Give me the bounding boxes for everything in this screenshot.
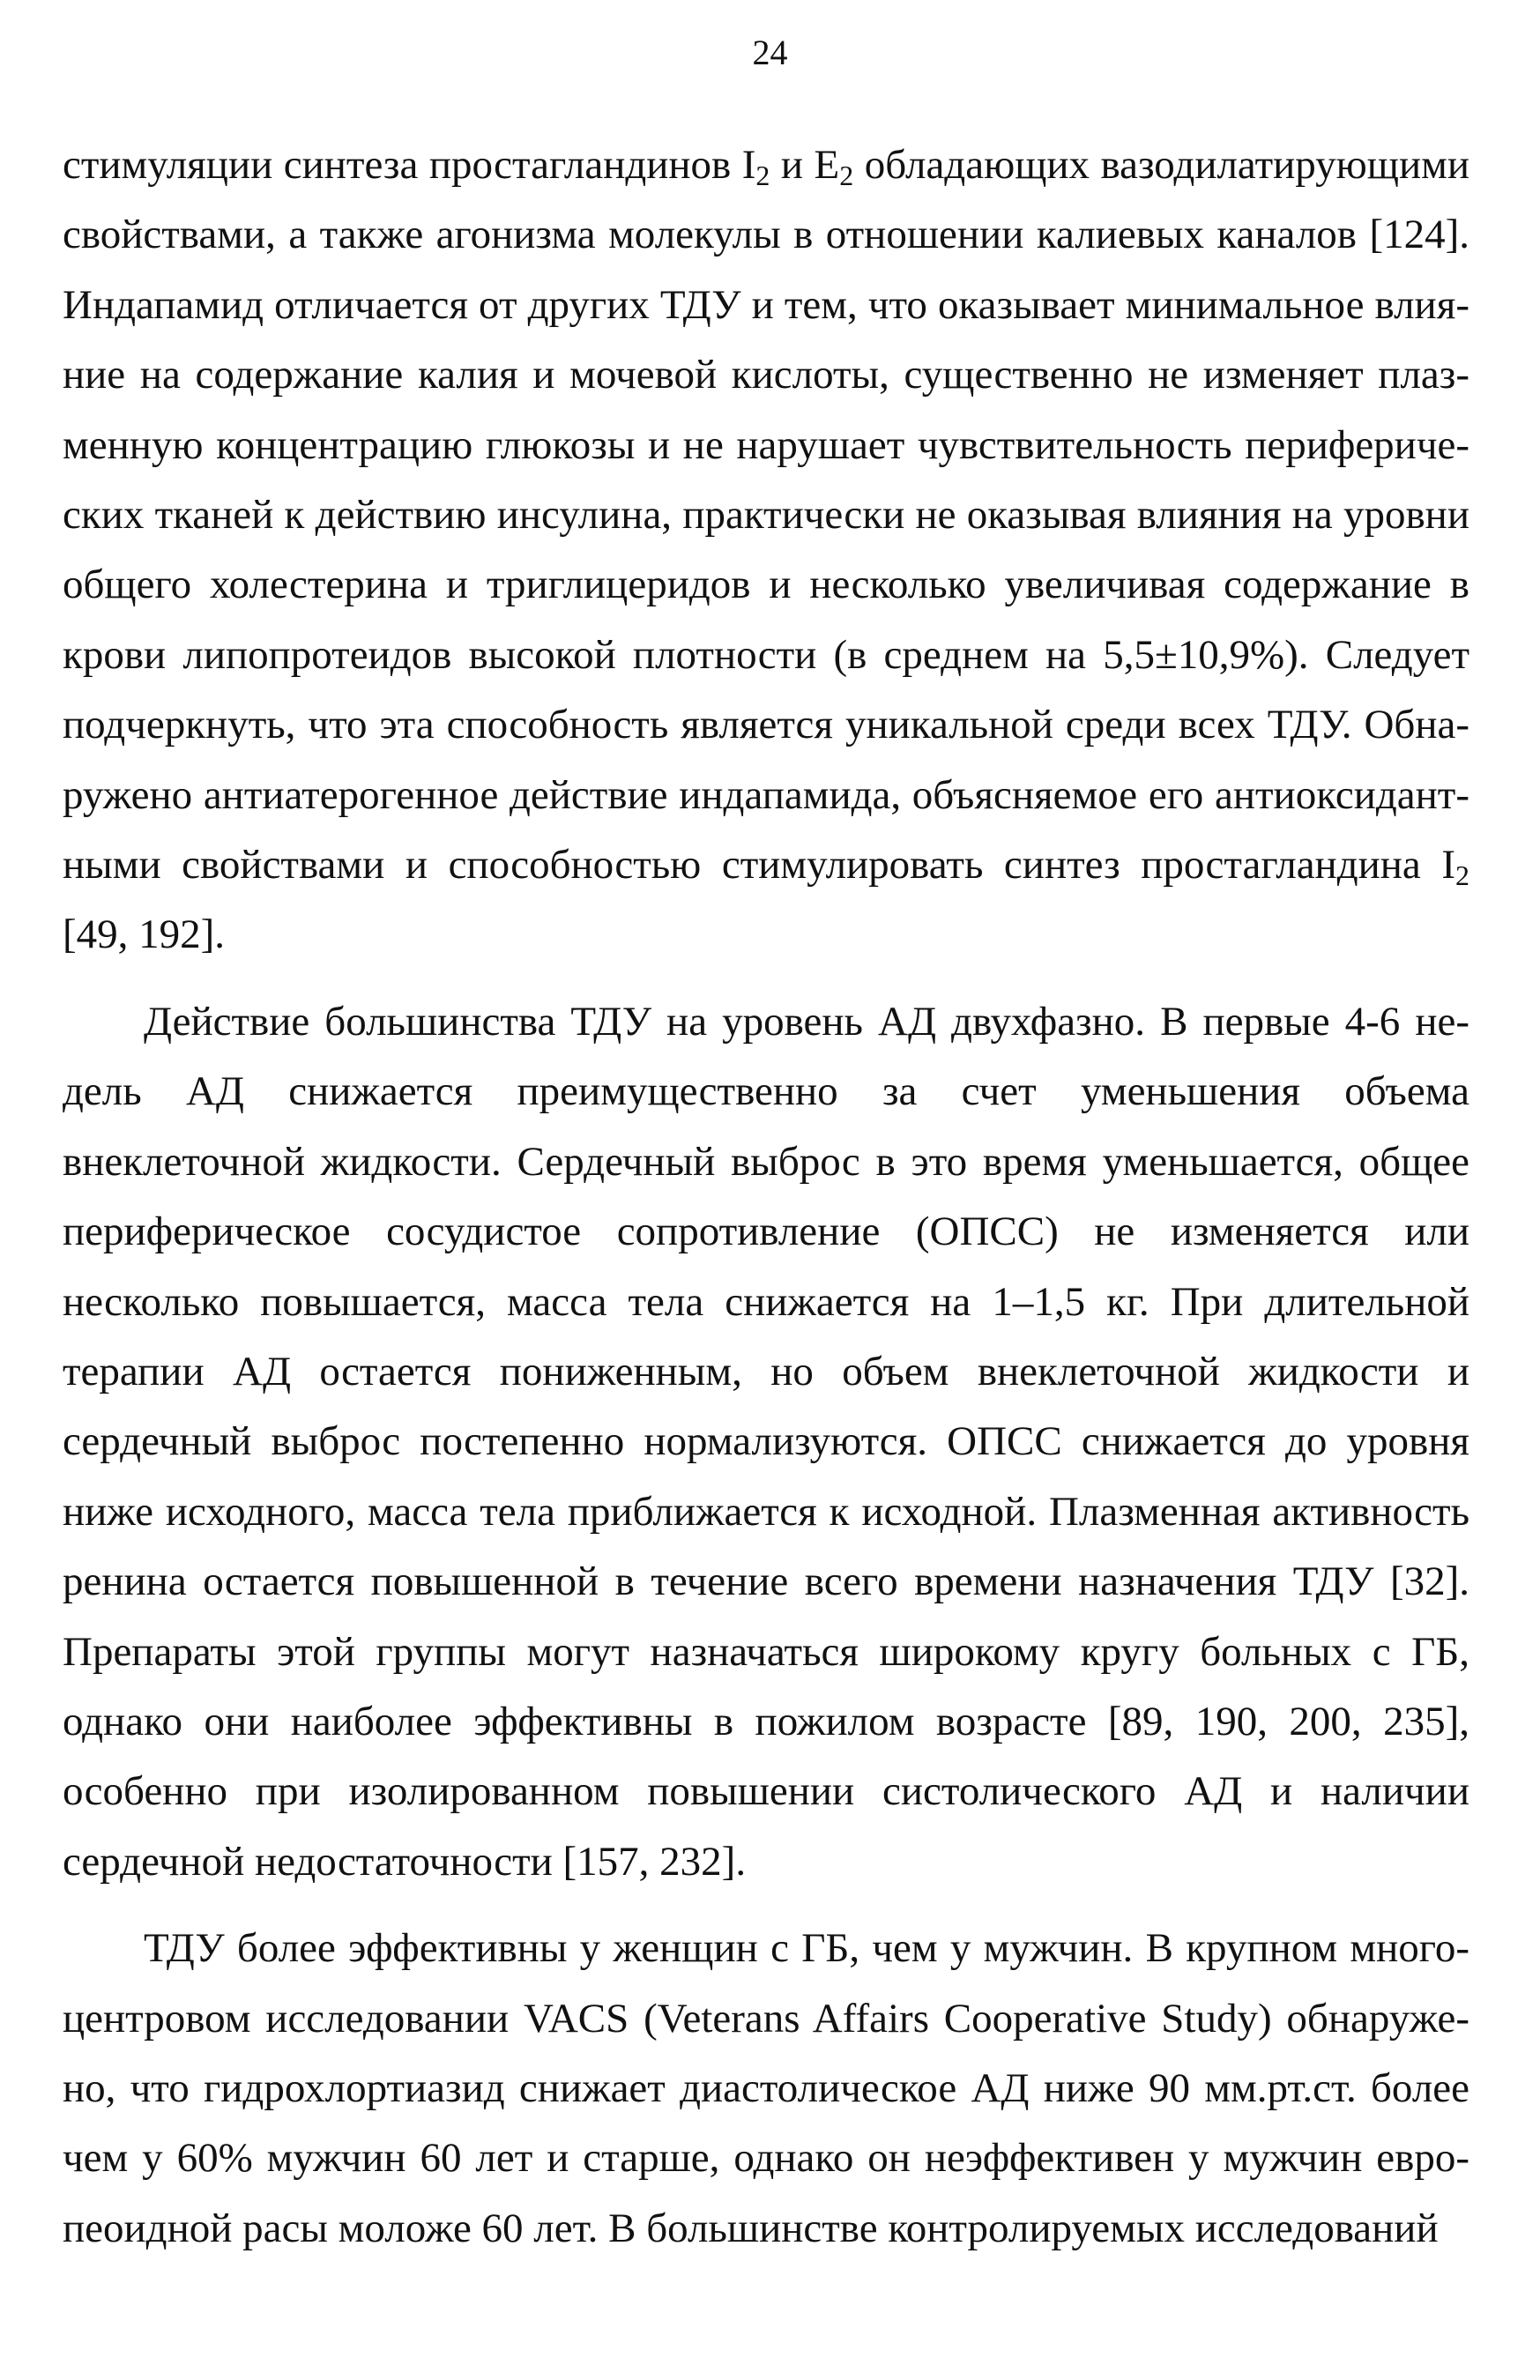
paragraph-text: ТДУ более эффективны у женщин с ГБ, чем у мужчин. В крупном многоцентровом исследовании VACS (Veterans Affairs Cooperative Study) обнаружено, что гидрохлортиазид снижает диастолическое АД ниже 90 мм.рт.ст. более чем у 60% мужчин 60 лет и старше, однако он неэффективен у мужчин европеоидной расы моложе 60 лет. В большинстве контролируемых исследований bbox=[63, 1925, 1469, 2251]
paragraph-text: обладающих вазодилатирующими свойствами, а также агонизма молекулы в отношении калиевых каналов [124]. Индапамид отличается от других ТДУ и тем, что оказывает минимальное влияние на содержание калия и мочевой кислоты, существенно не изменяет плазменную концентрацию глюкозы и не нарушает чувствительность периферических тканей к действию инсулина, практически не оказывая влияния на уровни общего холестерина и триглицеридов и несколько увеличивая содержание в крови липопротеидов высокой плотности (в среднем на 5,5±10,9%). Следует подчеркнуть, что эта способность является уникальной среди всех ТДУ. Обнаружено антиатерогенное действие индапамида, объясняемое его антиоксидантными свойствами и способностью стимулировать синтез простагландина I bbox=[63, 142, 1469, 889]
paragraph-1 bbox=[63, 130, 1469, 971]
paragraph-text: [49, 192]. bbox=[63, 911, 226, 958]
paragraph-text: и E bbox=[770, 142, 840, 188]
paragraph-3 bbox=[63, 1914, 1469, 2264]
paragraph-text: стимуляции синтеза простагландинов I bbox=[63, 142, 756, 188]
subscript: 2 bbox=[755, 160, 770, 191]
paragraph-text: Действие большинства ТДУ на уровень АД двухфазно. В первые 4-6 недель АД снижается преимущественно за счет уменьшения объема внеклеточной жидкости. Сердечный выброс в это время уменьшается, общее периферическое сосудистое сопротивление (ОПСС) не изменяется или несколько повышается, масса тела снижается на 1–1,5 кг. При длительной терапии АД остается пониженным, но объем внеклеточной жидкости и сердечный выброс постепенно нормализуются. ОПСС снижается до уровня ниже исходного, масса тела приближается к исходной. Плазменная активность ренина остается повышенной в течение всего времени назначения ТДУ [32]. Препараты этой группы могут назначаться широкому кругу больных с ГБ, однако они наиболее эффективны в пожилом возрасте [89, 190, 200, 235], особенно при изолированном повышении систолического АД и наличии сердечной недостаточности [157, 232]. bbox=[63, 998, 1469, 1885]
body-text bbox=[63, 130, 1469, 2264]
page-number: 24 bbox=[752, 33, 788, 72]
subscript: 2 bbox=[839, 160, 854, 191]
paragraph-2 bbox=[63, 987, 1469, 1897]
subscript: 2 bbox=[1455, 860, 1469, 892]
